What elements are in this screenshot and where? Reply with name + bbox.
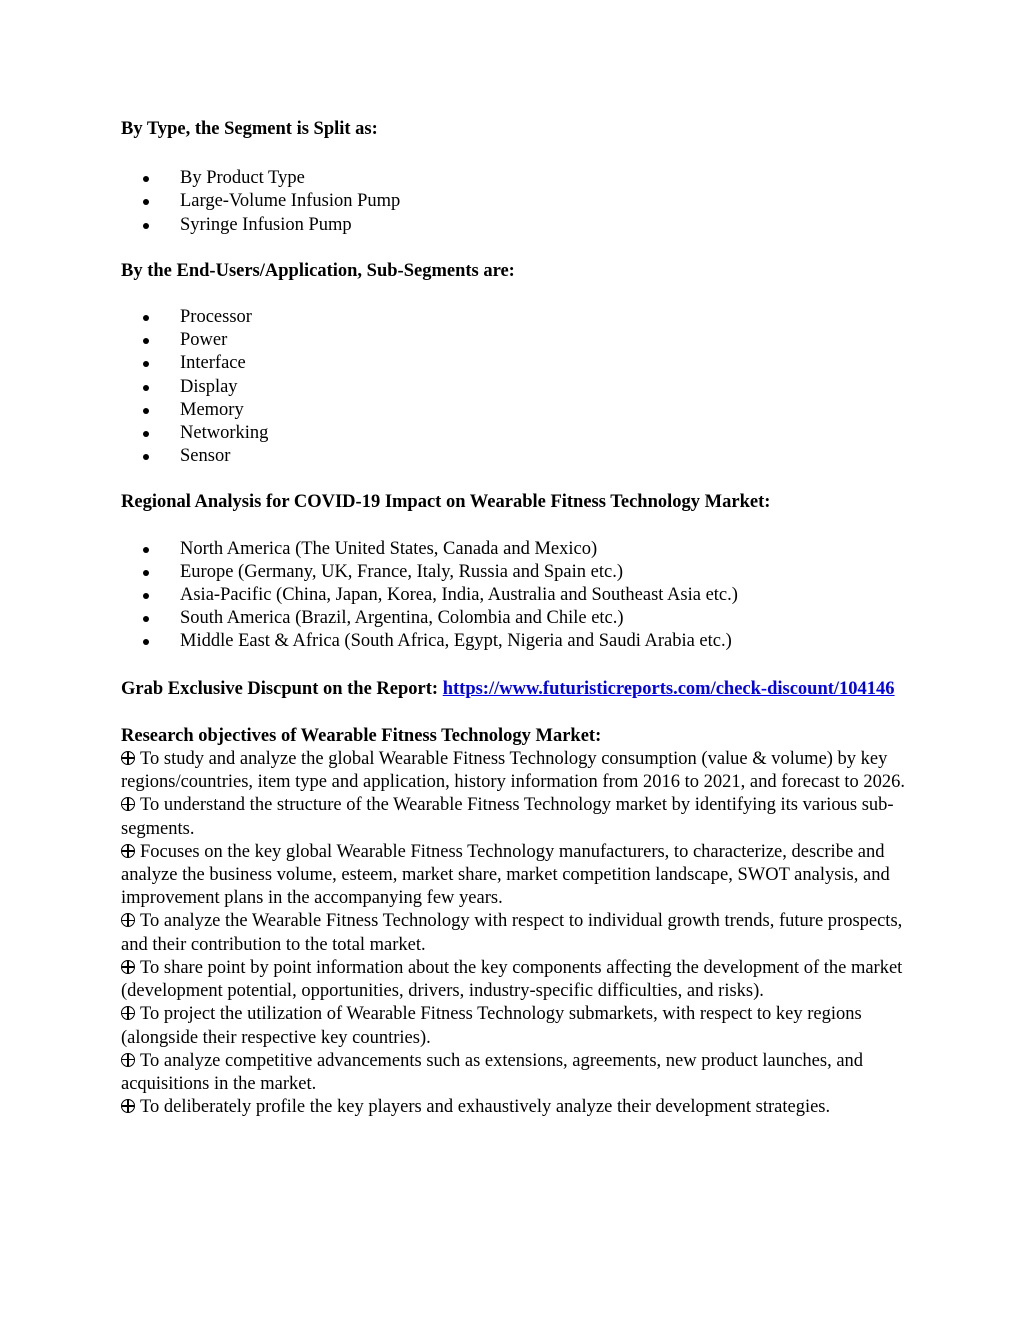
bullet-icon: [143, 570, 149, 576]
bullet-icon: [143, 315, 149, 321]
document-page: [121, 118, 911, 1119]
objective-item: To analyze the Wearable Fitness Technology with respect to individual growth trends, future prospects, and their contribution to the total market.: [121, 911, 903, 955]
bullet-icon: [143, 361, 149, 367]
circled-plus-icon: [121, 1053, 135, 1067]
list-item: Middle East & Africa (South Africa, Egypt, Nigeria and Saudi Arabia etc.): [121, 630, 911, 653]
list-item: By Product Type: [121, 167, 911, 190]
list-item: Networking: [121, 422, 911, 445]
objective-item: Focuses on the key global Wearable Fitness Technology manufacturers, to characterize, describe and analyze the business volume, esteem, market share, market competition landscape, SWOT analysis, and improvement plans in the accompanying few years.: [121, 841, 890, 909]
bullet-icon: [143, 176, 149, 182]
bullet-icon: [143, 431, 149, 437]
circled-plus-icon: [121, 751, 135, 765]
objective-item: To understand the structure of the Wearable Fitness Technology market by identifying its various sub-segments.: [121, 795, 894, 839]
list-item: Syringe Infusion Pump: [121, 214, 911, 237]
circled-plus-icon: [121, 844, 135, 858]
list-item: North America (The United States, Canada and Mexico): [121, 538, 911, 561]
type-section-heading: By Type, the Segment is Split as:: [121, 119, 378, 139]
discount-label: Grab Exclusive Discpunt on the Report:: [121, 678, 443, 699]
bullet-icon: [143, 616, 149, 622]
bullet-icon: [143, 223, 149, 229]
discount-link[interactable]: https://www.futuristicreports.com/check-discount/104146: [442, 678, 895, 699]
circled-plus-icon: [121, 797, 135, 811]
list-item: Sensor: [121, 445, 911, 468]
list-item: Memory: [121, 399, 911, 422]
objective-item: To study and analyze the global Wearable Fitness Technology consumption (value & volume) by key regions/countries, item type and application, history information from 2016 to 2021, and forecast to 2026.: [121, 749, 906, 793]
objectives-section: [121, 725, 911, 1119]
list-item: Asia-Pacific (China, Japan, Korea, India, Australia and Southeast Asia etc.): [121, 584, 911, 607]
list-item: South America (Brazil, Argentina, Colombia and Chile etc.): [121, 607, 911, 630]
circled-plus-icon: [121, 1099, 135, 1113]
bullet-icon: [143, 408, 149, 414]
list-item: Display: [121, 376, 911, 399]
regional-section-heading: Regional Analysis for COVID-19 Impact on Wearable Fitness Technology Market:: [121, 492, 771, 513]
regional-list: [121, 538, 911, 654]
circled-plus-icon: [121, 913, 135, 927]
list-item: Large-Volume Infusion Pump: [121, 190, 911, 213]
bullet-icon: [143, 385, 149, 391]
objective-item: To share point by point information about the key components affecting the development of the market (development potential, opportunities, drivers, industry-specific difficulties, and risks).: [121, 957, 903, 1002]
bullet-icon: [143, 338, 149, 344]
circled-plus-icon: [121, 1006, 135, 1020]
objective-item: To project the utilization of Wearable Fitness Technology submarkets, with respect to key regions (alongside their respective key countries).: [121, 1004, 862, 1048]
list-item: Europe (Germany, UK, France, Italy, Russia and Spain etc.): [121, 561, 911, 584]
application-section-heading: By the End-Users/Application, Sub-Segments are:: [121, 260, 515, 281]
bullet-icon: [143, 593, 149, 599]
application-list: [121, 306, 911, 468]
discount-paragraph: [121, 678, 911, 701]
bullet-icon: [143, 454, 149, 460]
type-list: [121, 167, 911, 237]
bullet-icon: [143, 639, 149, 645]
bullet-icon: [143, 199, 149, 205]
list-item: Power: [121, 329, 911, 352]
circled-plus-icon: [121, 960, 135, 974]
list-item: Processor: [121, 306, 911, 329]
objective-item: To analyze competitive advancements such as extensions, agreements, new product launches, and acquisitions in the market.: [121, 1050, 864, 1094]
objectives-heading: Research objectives of Wearable Fitness Technology Market:: [121, 725, 602, 746]
list-item: Interface: [121, 352, 911, 375]
objective-item: To deliberately profile the key players and exhaustively analyze their development strategies.: [121, 1096, 911, 1119]
bullet-icon: [143, 547, 149, 553]
